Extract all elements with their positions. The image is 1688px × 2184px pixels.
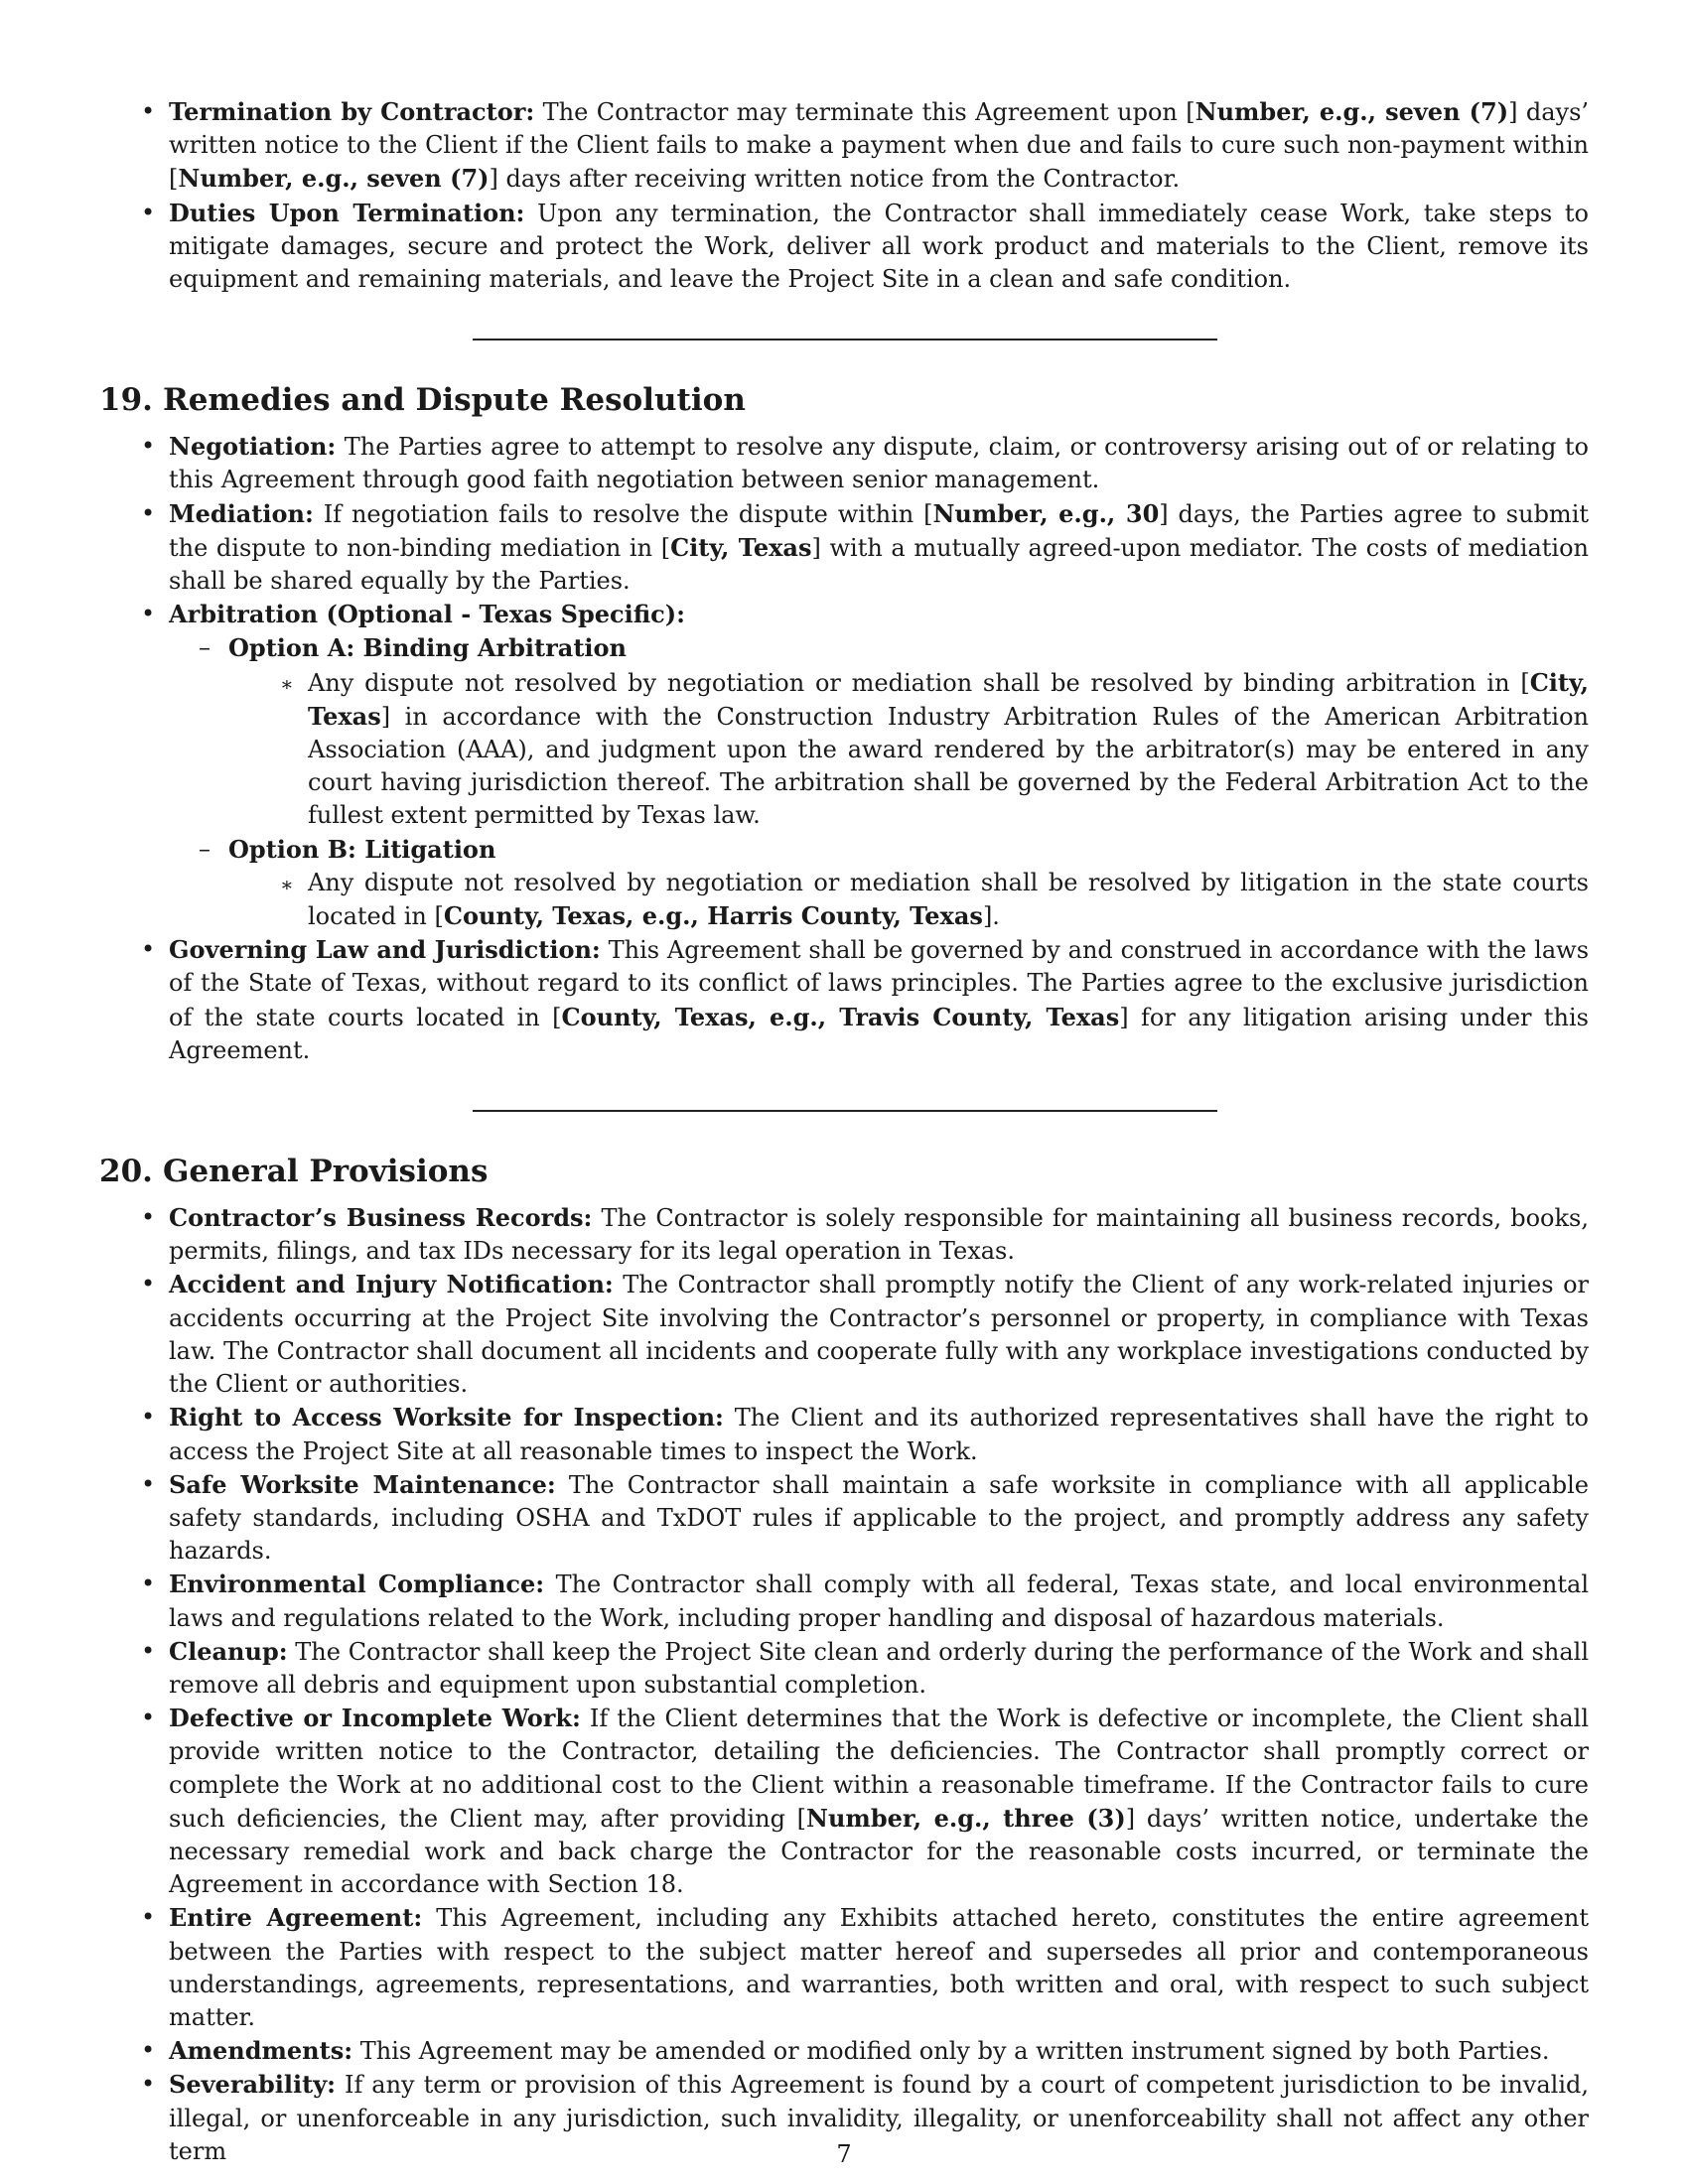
option-title: Option A: Binding Arbitration [228, 633, 627, 663]
dash-bullet-icon: – [199, 834, 211, 863]
safe-worksite-item: • Safe Worksite Maintenance: The Contractor shall maintain a safe worksite in compliance with all applicable safety standards, including OSHA and TxDOT rules if applicable to the project, and promptly address any safety hazards. [141, 1469, 1589, 1566]
entire-agreement-item: • Entire Agreement: This Agreement, including any Exhibits attached hereto, constitutes the entire agreement between the Parties with respect to the subject matter hereof and supersedes all prior and contemporaneous understandings, agreements, representations, and warranties, both written and oral, with respect to such subject matter. [141, 1903, 1590, 2031]
environmental-compliance-item: • Environmental Compliance: The Contractor shall comply with all federal, Texas state, and local environmental laws and regulations related to the Work, including proper handling and disposal of hazardous materials. [141, 1570, 1590, 1632]
asterisk-bullet-icon: ∗ [280, 872, 294, 896]
item-label: Severability: [169, 2070, 337, 2100]
negotiation-item: • Negotiation: The Parties agree to attempt to resolve any dispute, claim, or controversy arising out of or relating to this Agreement through good faith negotiation between senior management. [141, 432, 1589, 494]
section-19-heading: 19. Remedies and Dispute Resolution [99, 382, 746, 419]
bullet-icon: • [141, 2036, 156, 2065]
option-a-detail: ∗ Any dispute not resolved by negotiation or mediation shall be resolved by binding arbitration in [City, Texas] in accordance with the Construction Industry Arbitration Rules of the American Arbitration Association (AAA), and judgment upon the award rendered by the arbitrator(s) may be entered in any court having jurisdiction thereof. The arbitration shall be governed by the Federal Arbitration Act to the fullest extent permitted by Texas law. [280, 667, 1589, 830]
bullet-icon: • [141, 198, 156, 226]
bullet-icon: • [141, 1570, 156, 1598]
item-label: Entire Agreement: [169, 1903, 423, 1933]
item-label: Environmental Compliance: [169, 1570, 545, 1599]
bullet-icon: • [141, 432, 156, 461]
duties-upon-termination-item: • Duties Upon Termination: Upon any termination, the Contractor shall immediately cease Work, take steps to mitigate damages, secure and protect the Work, deliver all work product and materials to the Client, remove its equipment and remaining materials, and leave the Project Site in a clean and safe condition. [141, 198, 1589, 294]
bullet-icon: • [141, 935, 156, 964]
bullet-icon: • [141, 1403, 156, 1432]
termination-by-contractor-item: • Termination by Contractor: The Contractor may terminate this Agreement upon [Number, e.g., seven (7)] days’ written notice to the Client if the Client fails to make a payment when due and fails to cure such non-payment within [Number, e.g., seven (7)] days after receiving written notice from the Contractor. [141, 97, 1590, 194]
section-divider [473, 339, 1217, 341]
item-label: Duties Upon Termination: [169, 198, 525, 227]
option-b-details [228, 867, 1589, 933]
item-label: Negotiation: [169, 432, 337, 462]
asterisk-bullet-icon: ∗ [280, 671, 294, 696]
bullet-icon: • [141, 1704, 156, 1732]
termination-list [99, 95, 1589, 296]
section-20-list [99, 1201, 1589, 2168]
bullet-icon: • [141, 600, 156, 628]
item-label: Arbitration (Optional - Texas Specific): [169, 600, 685, 629]
item-label: Amendments: [169, 2036, 353, 2066]
bullet-icon: • [141, 1469, 156, 1498]
item-label: Contractor’s Business Records: [169, 1203, 593, 1233]
option-b-detail: ∗ Any dispute not resolved by negotiation or mediation shall be resolved by litigation in the state courts located in [County, Texas, e.g., Harris County, Texas]. [280, 868, 1589, 931]
item-label: Defective or Incomplete Work: [169, 1704, 581, 1733]
amendments-item: • Amendments: This Agreement may be amended or modified only by a written instrument signed by both Parties. [99, 2034, 1589, 2068]
item-label: Cleanup: [169, 1636, 288, 1666]
dash-bullet-icon: – [199, 633, 211, 662]
arbitration-options-list [169, 631, 1589, 933]
option-a-details [228, 666, 1589, 833]
item-label: Governing Law and Jurisdiction: [169, 935, 601, 965]
item-label: Right to Access Worksite for Inspection: [169, 1403, 724, 1433]
severability-item: • Severability: If any term or provision of this Agreement is found by a court of competent jurisdiction to be invalid, illegal, or unenforceable in any jurisdiction, such invalidity, illegality, or unenforceability shall not affect any other term [141, 2070, 1589, 2165]
option-b-item [169, 833, 1589, 934]
defective-work-item: • Defective or Incomplete Work: If the Client determines that the Work is defective or incomplete, the Client shall provide written notice to the Contractor, detailing the deficiencies. The Contractor shall promptly correct or complete the Work at no additional cost to the Client within a reasonable timeframe. If the Contractor fails to cure such deficiencies, the Client may, after providing [Number, e.g., three (3)] days’ written notice, undertake the necessary remedial work and back charge the Contractor for the reasonable costs incurred, or terminate the Agreement in accordance with Section 18. [141, 1704, 1590, 1899]
bullet-icon: • [141, 1636, 156, 1665]
page-number: 7 [836, 2140, 852, 2168]
section-19-list [99, 430, 1589, 1067]
bullet-icon: • [141, 1270, 156, 1298]
item-label: Safe Worksite Maintenance: [169, 1469, 556, 1499]
bullet-icon: • [141, 1903, 156, 1932]
accident-notification-item: • Accident and Injury Notification: The Contractor shall promptly notify the Client of any work-related injuries or accidents occurring at the Project Site involving the Contractor’s personnel or property, in compliance with Texas law. The Contractor shall document all incidents and cooperate fully with any workplace investigations conducted by the Client or authorities. [141, 1270, 1589, 1399]
mediation-item: • Mediation: If negotiation fails to resolve the dispute within [Number, e.g., 30] days, the Parties agree to submit the dispute to non-binding mediation in [City, Texas] with a mutually agreed-upon mediator. The costs of mediation shall be shared equally by the Parties. [141, 498, 1590, 596]
governing-law-item: • Governing Law and Jurisdiction: This Agreement shall be governed by and construed in accordance with the laws of the State of Texas, without regard to its conflict of laws principles. The Parties agree to the exclusive jurisdiction of the state courts located in [County, Texas, e.g., Travis County, Texas] for any litigation arising under this Agreement. [141, 935, 1590, 1064]
bullet-icon: • [141, 2070, 156, 2099]
item-label: Termination by Contractor: [169, 97, 535, 126]
bullet-icon: • [141, 97, 156, 125]
option-title: Option B: Litigation [228, 834, 496, 864]
page-content [99, 95, 1589, 2168]
option-a-item [169, 631, 1589, 832]
worksite-access-item: • Right to Access Worksite for Inspection: The Client and its authorized representatives shall have the right to access the Project Site at all reasonable times to inspect the Work. [141, 1403, 1590, 1465]
arbitration-item [99, 598, 1589, 933]
bullet-icon: • [141, 1203, 156, 1232]
item-label: Accident and Injury Notification: [169, 1270, 614, 1299]
section-divider [473, 1110, 1217, 1112]
business-records-item: • Contractor’s Business Records: The Contractor is solely responsible for maintaining all business records, books, permits, filings, and tax IDs necessary for its legal operation in Texas. [141, 1203, 1589, 1266]
item-label: Mediation: [169, 498, 314, 528]
cleanup-item: • Cleanup: The Contractor shall keep the Project Site clean and orderly during the performance of the Work and shall remove all debris and equipment upon substantial completion. [141, 1636, 1589, 1699]
section-20-heading: 20. General Provisions [99, 1154, 489, 1190]
bullet-icon: • [141, 498, 156, 527]
